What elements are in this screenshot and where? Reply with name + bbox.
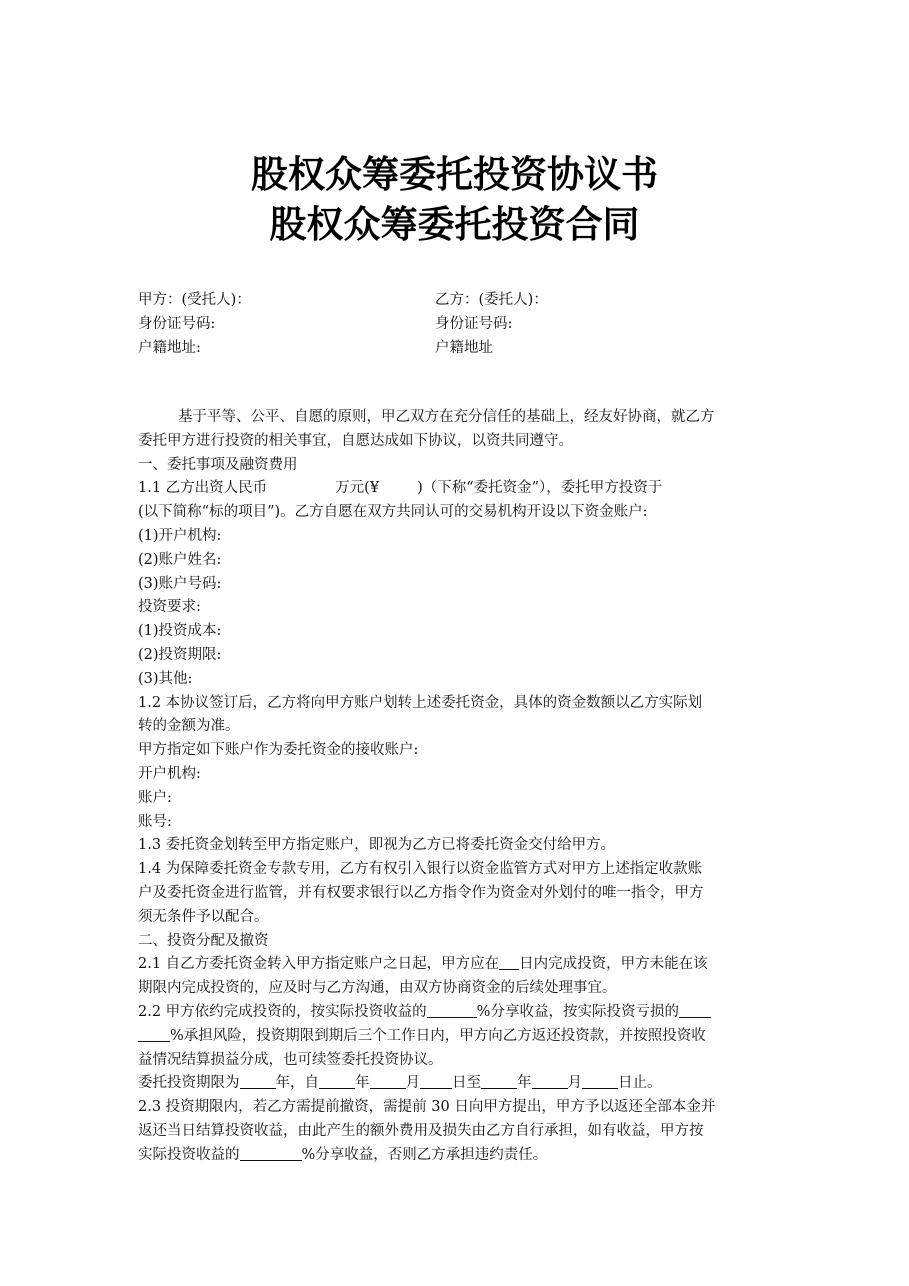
receiving-account: 账户:	[138, 789, 172, 806]
investment-requirements: 投资要求:	[138, 599, 201, 616]
term-years-blank	[240, 1072, 276, 1089]
term-from-label: 年，自	[275, 1075, 319, 1092]
clause-2-1-part-a: 2.1 自乙方委托资金转入甲方指定账户之日起，甲方应在	[138, 956, 500, 973]
account-name: (2)账户姓名:	[138, 551, 222, 568]
end-year-label: 年	[517, 1075, 532, 1092]
clause-1-4-line-2: 户及委托资金进行监管，并有权要求银行以乙方指令作为资金对外划付的唯一指令，甲方	[138, 884, 704, 901]
start-year-blank	[319, 1072, 355, 1089]
clause-2-2-part-c: %承担风险，投资期限到期后三个工作日内，甲方向乙方返还投资款，并按照投资收	[170, 1027, 706, 1044]
start-day-label: 日至	[452, 1075, 481, 1092]
receiving-account-intro: 甲方指定如下账户作为委托资金的接收账户:	[138, 742, 419, 759]
clause-1-4-line-1: 1.4 为保障委托资金专款专用，乙方有权引入银行以资金监管方式对甲方上述指定收款账	[138, 861, 703, 878]
clause-1-1-line-2: (以下简称“标的项目”)。乙方自愿在双方共同认可的交易机构开设以下资金账户:	[138, 504, 648, 521]
days-blank	[499, 953, 519, 970]
clause-1-4-line-3: 须无条件予以配合。	[138, 908, 269, 925]
clause-1-1-part-a: 1.1 乙方出资人民币	[138, 480, 268, 497]
requirement-term: (2)投资期限:	[138, 646, 222, 663]
clause-2-3-part-b: %分享收益，否则乙方承担违约责任。	[301, 1146, 548, 1163]
loss-share-blank-2	[138, 1025, 170, 1042]
end-month-blank	[532, 1072, 568, 1089]
end-year-blank	[481, 1072, 517, 1089]
clause-2-2-line-3: 益情况结算损益分成，也可续签委托投资协议。	[138, 1051, 443, 1068]
clause-2-1-line-2: 期限内完成投资的，应及时与乙方沟通，由双方协商资金的后续处理事宜。	[138, 980, 617, 997]
party-b-address-label: 户籍地址	[435, 340, 493, 356]
clause-1-1-part-c: )（下称“委托资金”），委托甲方投资于	[417, 480, 663, 497]
clause-1-2-line-1: 1.2 本协议签订后，乙方将向甲方账户划转上述委托资金，具体的资金数额以乙方实际划	[138, 694, 703, 711]
clause-1-3: 1.3 委托资金划转至甲方指定账户，即视为乙方已将委托资金交付给甲方。	[138, 837, 616, 854]
receiving-institution: 开户机构:	[138, 765, 201, 782]
end-day-label: 日止。	[618, 1075, 662, 1092]
clause-2-2-part-b: %分享收益，按实际投资亏损的	[476, 1003, 679, 1020]
end-month-label: 月	[567, 1075, 582, 1092]
parties-block	[138, 288, 778, 360]
party-a-label: 甲方：(受托人)：	[138, 292, 251, 308]
intro-line-2: 委托甲方进行投资的相关事宜，自愿达成如下协议，以资共同遵守。	[138, 432, 573, 449]
clause-2-1-part-b: 日内完成投资，甲方未能在该	[519, 956, 708, 973]
receiving-account-number: 账号:	[138, 813, 172, 830]
intro-line-1: 基于平等、公平、自愿的原则，甲乙双方在充分信任的基础上，经友好协商，就乙方	[178, 409, 715, 425]
party-b-id-label: 身份证号码:	[435, 316, 513, 332]
investment-term-line	[138, 1072, 770, 1096]
early-withdraw-share-blank	[240, 1144, 302, 1161]
clause-2-2-line-1	[138, 1001, 770, 1025]
term-label: 委托投资期限为	[138, 1075, 240, 1092]
clause-1-1-line-1	[138, 477, 770, 501]
start-year-label: 年	[355, 1075, 370, 1092]
section-2-heading: 二、投资分配及撤资	[138, 932, 269, 949]
clause-2-3-line-1: 2.3 投资期限内，若乙方需提前撤资，需提前 30 日向甲方提出，甲方予以返还全部本金并	[138, 1099, 716, 1116]
requirement-other: (3)其他:	[138, 670, 193, 687]
account-institution: (1)开户机构:	[138, 527, 222, 544]
start-month-label: 月	[405, 1075, 420, 1092]
clause-2-3-line-3	[138, 1144, 770, 1168]
loss-share-blank-1	[679, 1001, 711, 1018]
clause-1-1-part-b: 万元(¥	[335, 480, 380, 497]
section-1-heading: 一、委托事项及融资费用	[138, 456, 298, 473]
start-day-blank	[420, 1072, 452, 1089]
account-number: (3)账户号码:	[138, 575, 222, 592]
clause-2-2-line-2	[138, 1025, 770, 1049]
party-a-address-label: 户籍地址:	[138, 340, 201, 356]
party-a-id-label: 身份证号码:	[138, 316, 216, 332]
clause-2-3-part-a: 实际投资收益的	[138, 1146, 240, 1163]
agreement-body	[138, 406, 770, 1168]
clause-2-3-line-2: 返还当日结算投资收益，由此产生的额外费用及损失由乙方自行承担，如有收益，甲方按	[138, 1122, 704, 1139]
document-subtitle: 股权众筹委托投资合同	[269, 203, 640, 246]
clause-2-2-part-a: 2.2 甲方依约完成投资的，按实际投资收益的	[138, 1003, 427, 1020]
document-title: 股权众筹委托投资协议书	[251, 153, 658, 196]
start-month-blank	[370, 1072, 406, 1089]
profit-share-blank	[427, 1001, 477, 1018]
party-b-label: 乙方：(委托人)：	[435, 292, 548, 308]
end-day-blank	[582, 1072, 618, 1089]
clause-2-1-line-1	[138, 953, 770, 977]
requirement-cost: (1)投资成本:	[138, 623, 222, 640]
clause-1-2-line-2: 转的金额为准。	[138, 718, 240, 735]
